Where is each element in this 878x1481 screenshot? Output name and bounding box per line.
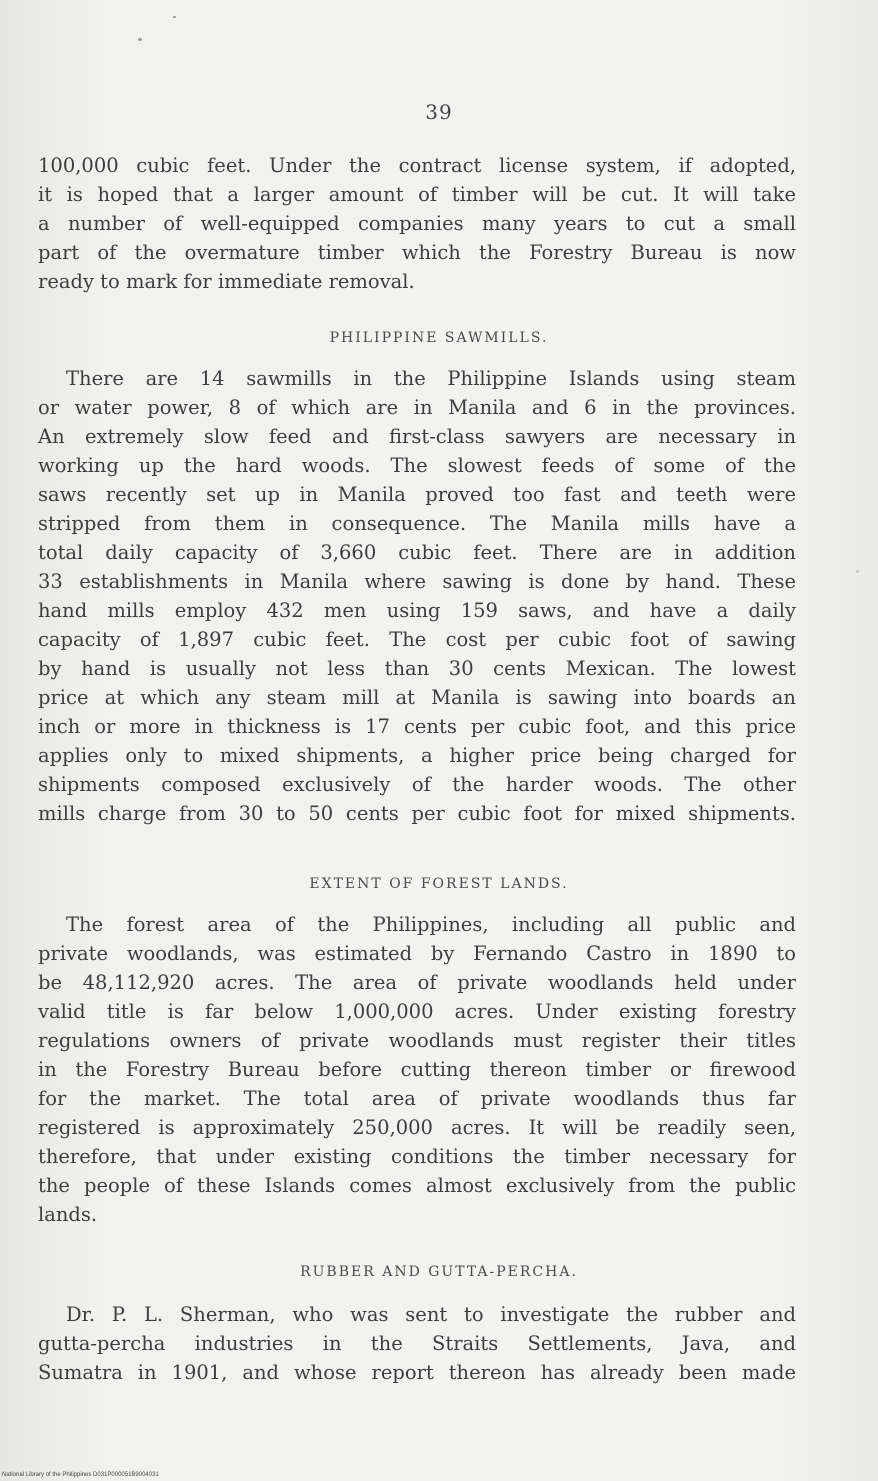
- text-line: private woodlands, was estimated by Fernando Castro in 1890 to: [38, 942, 796, 965]
- text-line: mills charge from 30 to 50 cents per cubic foot for mixed shipments.: [38, 802, 796, 825]
- page-number: 39: [425, 100, 453, 124]
- section-heading-forest-lands: EXTENT OF FOREST LANDS.: [309, 876, 569, 892]
- paragraph-contract-license: [38, 151, 796, 296]
- text-line: 33 establishments in Manila where sawing is done by hand. These: [38, 570, 796, 593]
- paragraph-rubber: [38, 1300, 796, 1387]
- text-line: applies only to mixed shipments, a higher price being charged for: [38, 744, 796, 767]
- text-line: it is hoped that a larger amount of timber will be cut. It will take: [38, 183, 796, 206]
- text-line: shipments composed exclusively of the harder woods. The other: [38, 773, 796, 796]
- text-line: registered is approximately 250,000 acres. It will be readily seen,: [38, 1116, 796, 1139]
- text-line: for the market. The total area of private woodlands thus far: [38, 1087, 796, 1110]
- text-line: The forest area of the Philippines, including all public and: [66, 913, 796, 936]
- paragraph-sawmills: [38, 364, 796, 828]
- text-line: inch or more in thickness is 17 cents per cubic foot, and this price: [38, 715, 796, 738]
- text-line: lands.: [38, 1203, 98, 1226]
- text-line: saws recently set up in Manila proved too fast and teeth were: [38, 483, 796, 506]
- text-line: in the Forestry Bureau before cutting thereon timber or firewood: [38, 1058, 796, 1081]
- text-line: the people of these Islands comes almost exclusively from the public: [38, 1174, 796, 1197]
- text-line: by hand is usually not less than 30 cents Mexican. The lowest: [38, 657, 796, 680]
- text-line: 100,000 cubic feet. Under the contract license system, if adopted,: [38, 154, 796, 177]
- text-line: An extremely slow feed and first-class sawyers are necessary in: [38, 425, 796, 448]
- text-line: Sumatra in 1901, and whose report thereon has already been made: [38, 1361, 796, 1384]
- text-line: total daily capacity of 3,660 cubic feet. There are in addition: [38, 541, 796, 564]
- scan-speck: [138, 38, 142, 41]
- text-line: price at which any steam mill at Manila is sawing into boards an: [38, 686, 796, 709]
- text-line: ready to mark for immediate removal.: [38, 270, 415, 293]
- text-line: or water power, 8 of which are in Manila and 6 in the provinces.: [38, 396, 796, 419]
- text-line: Dr. P. L. Sherman, who was sent to investigate the rubber and: [66, 1303, 796, 1326]
- text-line: regulations owners of private woodlands must register their titles: [38, 1029, 796, 1052]
- text-line: therefore, that under existing conditions the timber necessary for: [38, 1145, 796, 1168]
- section-heading-sawmills: PHILIPPINE SAWMILLS.: [329, 330, 549, 346]
- text-line: be 48,112,920 acres. The area of private woodlands held under: [38, 971, 796, 994]
- scan-speck: [173, 16, 176, 18]
- scan-speck: [856, 570, 859, 573]
- text-line: gutta-percha industries in the Straits Settlements, Java, and: [38, 1332, 796, 1355]
- text-line: part of the overmature timber which the Forestry Bureau is now: [38, 241, 796, 264]
- text-line: a number of well-equipped companies many years to cut a small: [38, 212, 796, 235]
- text-line: capacity of 1,897 cubic feet. The cost per cubic foot of sawing: [38, 628, 796, 651]
- text-line: stripped from them in consequence. The Manila mills have a: [38, 512, 796, 535]
- text-line: working up the hard woods. The slowest feeds of some of the: [38, 454, 796, 477]
- section-heading-rubber: RUBBER AND GUTTA-PERCHA.: [300, 1264, 578, 1280]
- text-line: There are 14 sawmills in the Philippine Islands using steam: [66, 367, 796, 390]
- paragraph-forest-lands: [38, 910, 796, 1229]
- text-line: hand mills employ 432 men using 159 saws, and have a daily: [38, 599, 796, 622]
- text-line: valid title is far below 1,000,000 acres. Under existing forestry: [38, 1000, 796, 1023]
- library-footer-note: National Library of the Philippines D031P000051B9004031: [2, 1472, 159, 1478]
